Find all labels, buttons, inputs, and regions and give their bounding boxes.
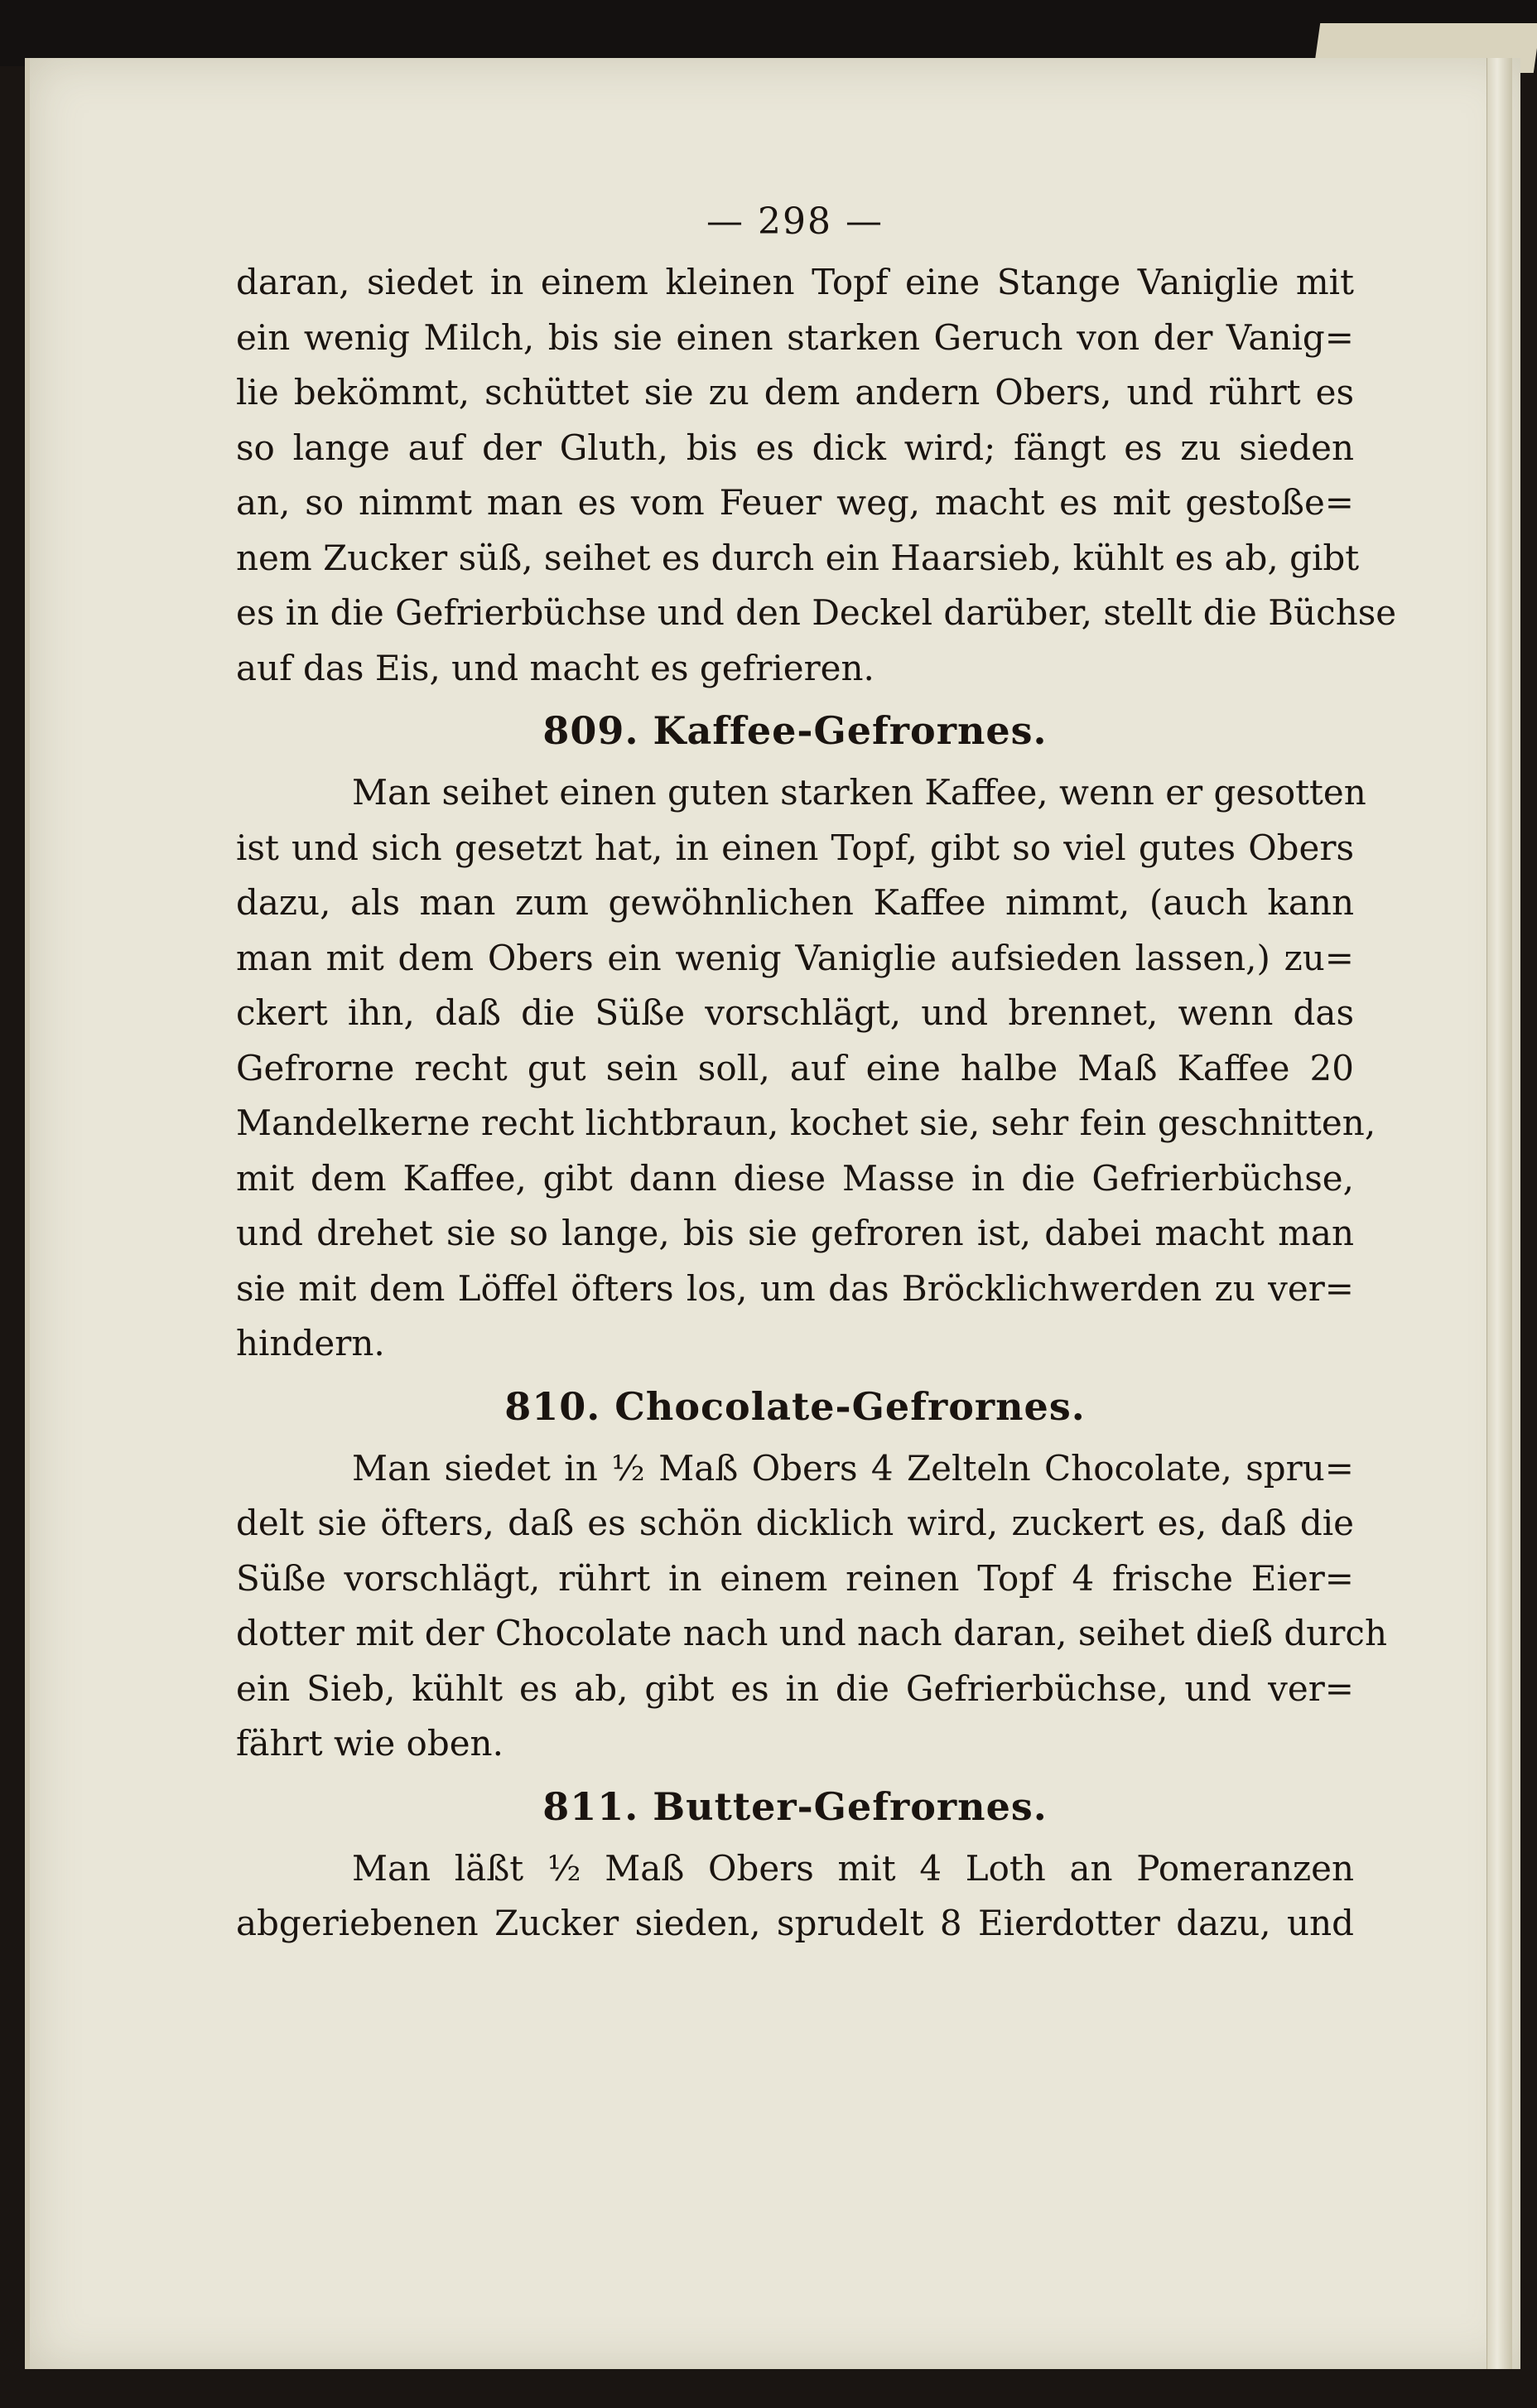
page-edge <box>1486 58 1512 2369</box>
text-line: Man siedet in ½ Maß Obers 4 Zelteln Chocolate, spru= <box>352 1447 1354 1489</box>
text-line: nem Zucker süß, seihet es durch ein Haarsieb, kühlt es ab, gibt <box>236 537 1360 578</box>
section-paragraph-811 <box>236 1841 1354 1952</box>
text-line: mit dem Kaffee, gibt dann diese Masse in die Gefrierbüchse, <box>236 1157 1354 1199</box>
section-paragraph-810 <box>236 1441 1387 1772</box>
text-line: ein wenig Milch, bis sie einen starken Geruch von der Vanig= <box>236 316 1354 358</box>
intro-paragraph <box>236 255 1397 696</box>
text-line: sie mit dem Löffel öfters los, um das Bröcklichwerden zu ver= <box>236 1267 1354 1309</box>
text-line: ist und sich gesetzt hat, in einen Topf, gibt so viel gutes Obers <box>236 827 1354 868</box>
text-line: Süße vorschlägt, rührt in einem reinen Topf 4 frische Eier= <box>236 1557 1354 1599</box>
text-line: lie bekömmt, schüttet sie zu dem andern Obers, und rührt es <box>236 372 1354 413</box>
text-line: dazu, als man zum gewöhnlichen Kaffee nimmt, (auch kann <box>236 882 1354 923</box>
scan-background <box>0 0 1537 66</box>
text-line: man mit dem Obers ein wenig Vaniglie aufsieden lassen,) zu= <box>236 937 1354 978</box>
text-line: delt sie öfters, daß es schön dicklich wird, zuckert es, daß die <box>236 1503 1354 1543</box>
section-heading-811: 811. Butter-Gefrornes. <box>542 1783 1048 1829</box>
section-heading-809: 809. Kaffee-Gefrornes. <box>542 708 1048 753</box>
text-line: ckert ihn, daß die Süße vorschlägt, und brennet, wenn das <box>236 992 1354 1033</box>
text-line: Gefrorne recht gut sein soll, auf eine halbe Maß Kaffee 20 <box>236 1047 1354 1088</box>
text-line: Mandelkerne recht lichtbraun, kochet sie, sehr fein geschnitten, <box>236 1103 1376 1143</box>
text-line: dotter mit der Chocolate nach und nach daran, seihet dieß durch <box>236 1613 1387 1653</box>
text-line: fährt wie oben. <box>236 1723 504 1764</box>
section-paragraph-809 <box>236 765 1376 1372</box>
text-line: es in die Gefrierbüchse und den Deckel darüber, stellt die Büchse <box>236 592 1397 633</box>
text-line: an, so nimmt man es vom Feuer weg, macht es mit gestoße= <box>236 482 1354 523</box>
text-line: hindern. <box>236 1323 385 1363</box>
page-number: — 298 — <box>706 200 884 243</box>
section-heading-810: 810. Chocolate-Gefrornes. <box>504 1383 1086 1429</box>
text-line: Man seihet einen guten starken Kaffee, wenn er gesotten <box>352 772 1366 813</box>
text-line: Man läßt ½ Maß Obers mit 4 Loth an Pomeranzen <box>352 1847 1354 1889</box>
text-line: ein Sieb, kühlt es ab, gibt es in die Gefrierbüchse, und ver= <box>236 1667 1354 1709</box>
text-line: so lange auf der Gluth, bis es dick wird; fängt es zu sieden <box>236 427 1354 468</box>
text-line: abgeriebenen Zucker sieden, sprudelt 8 Eierdotter dazu, und <box>236 1903 1354 1943</box>
text-line: und drehet sie so lange, bis sie gefroren ist, dabei macht man <box>236 1213 1354 1253</box>
page-text <box>236 199 1397 1952</box>
text-line: daran, siedet in einem kleinen Topf eine Stange Vaniglie mit <box>236 262 1354 302</box>
text-line: auf das Eis, und macht es gefrieren. <box>236 647 874 688</box>
